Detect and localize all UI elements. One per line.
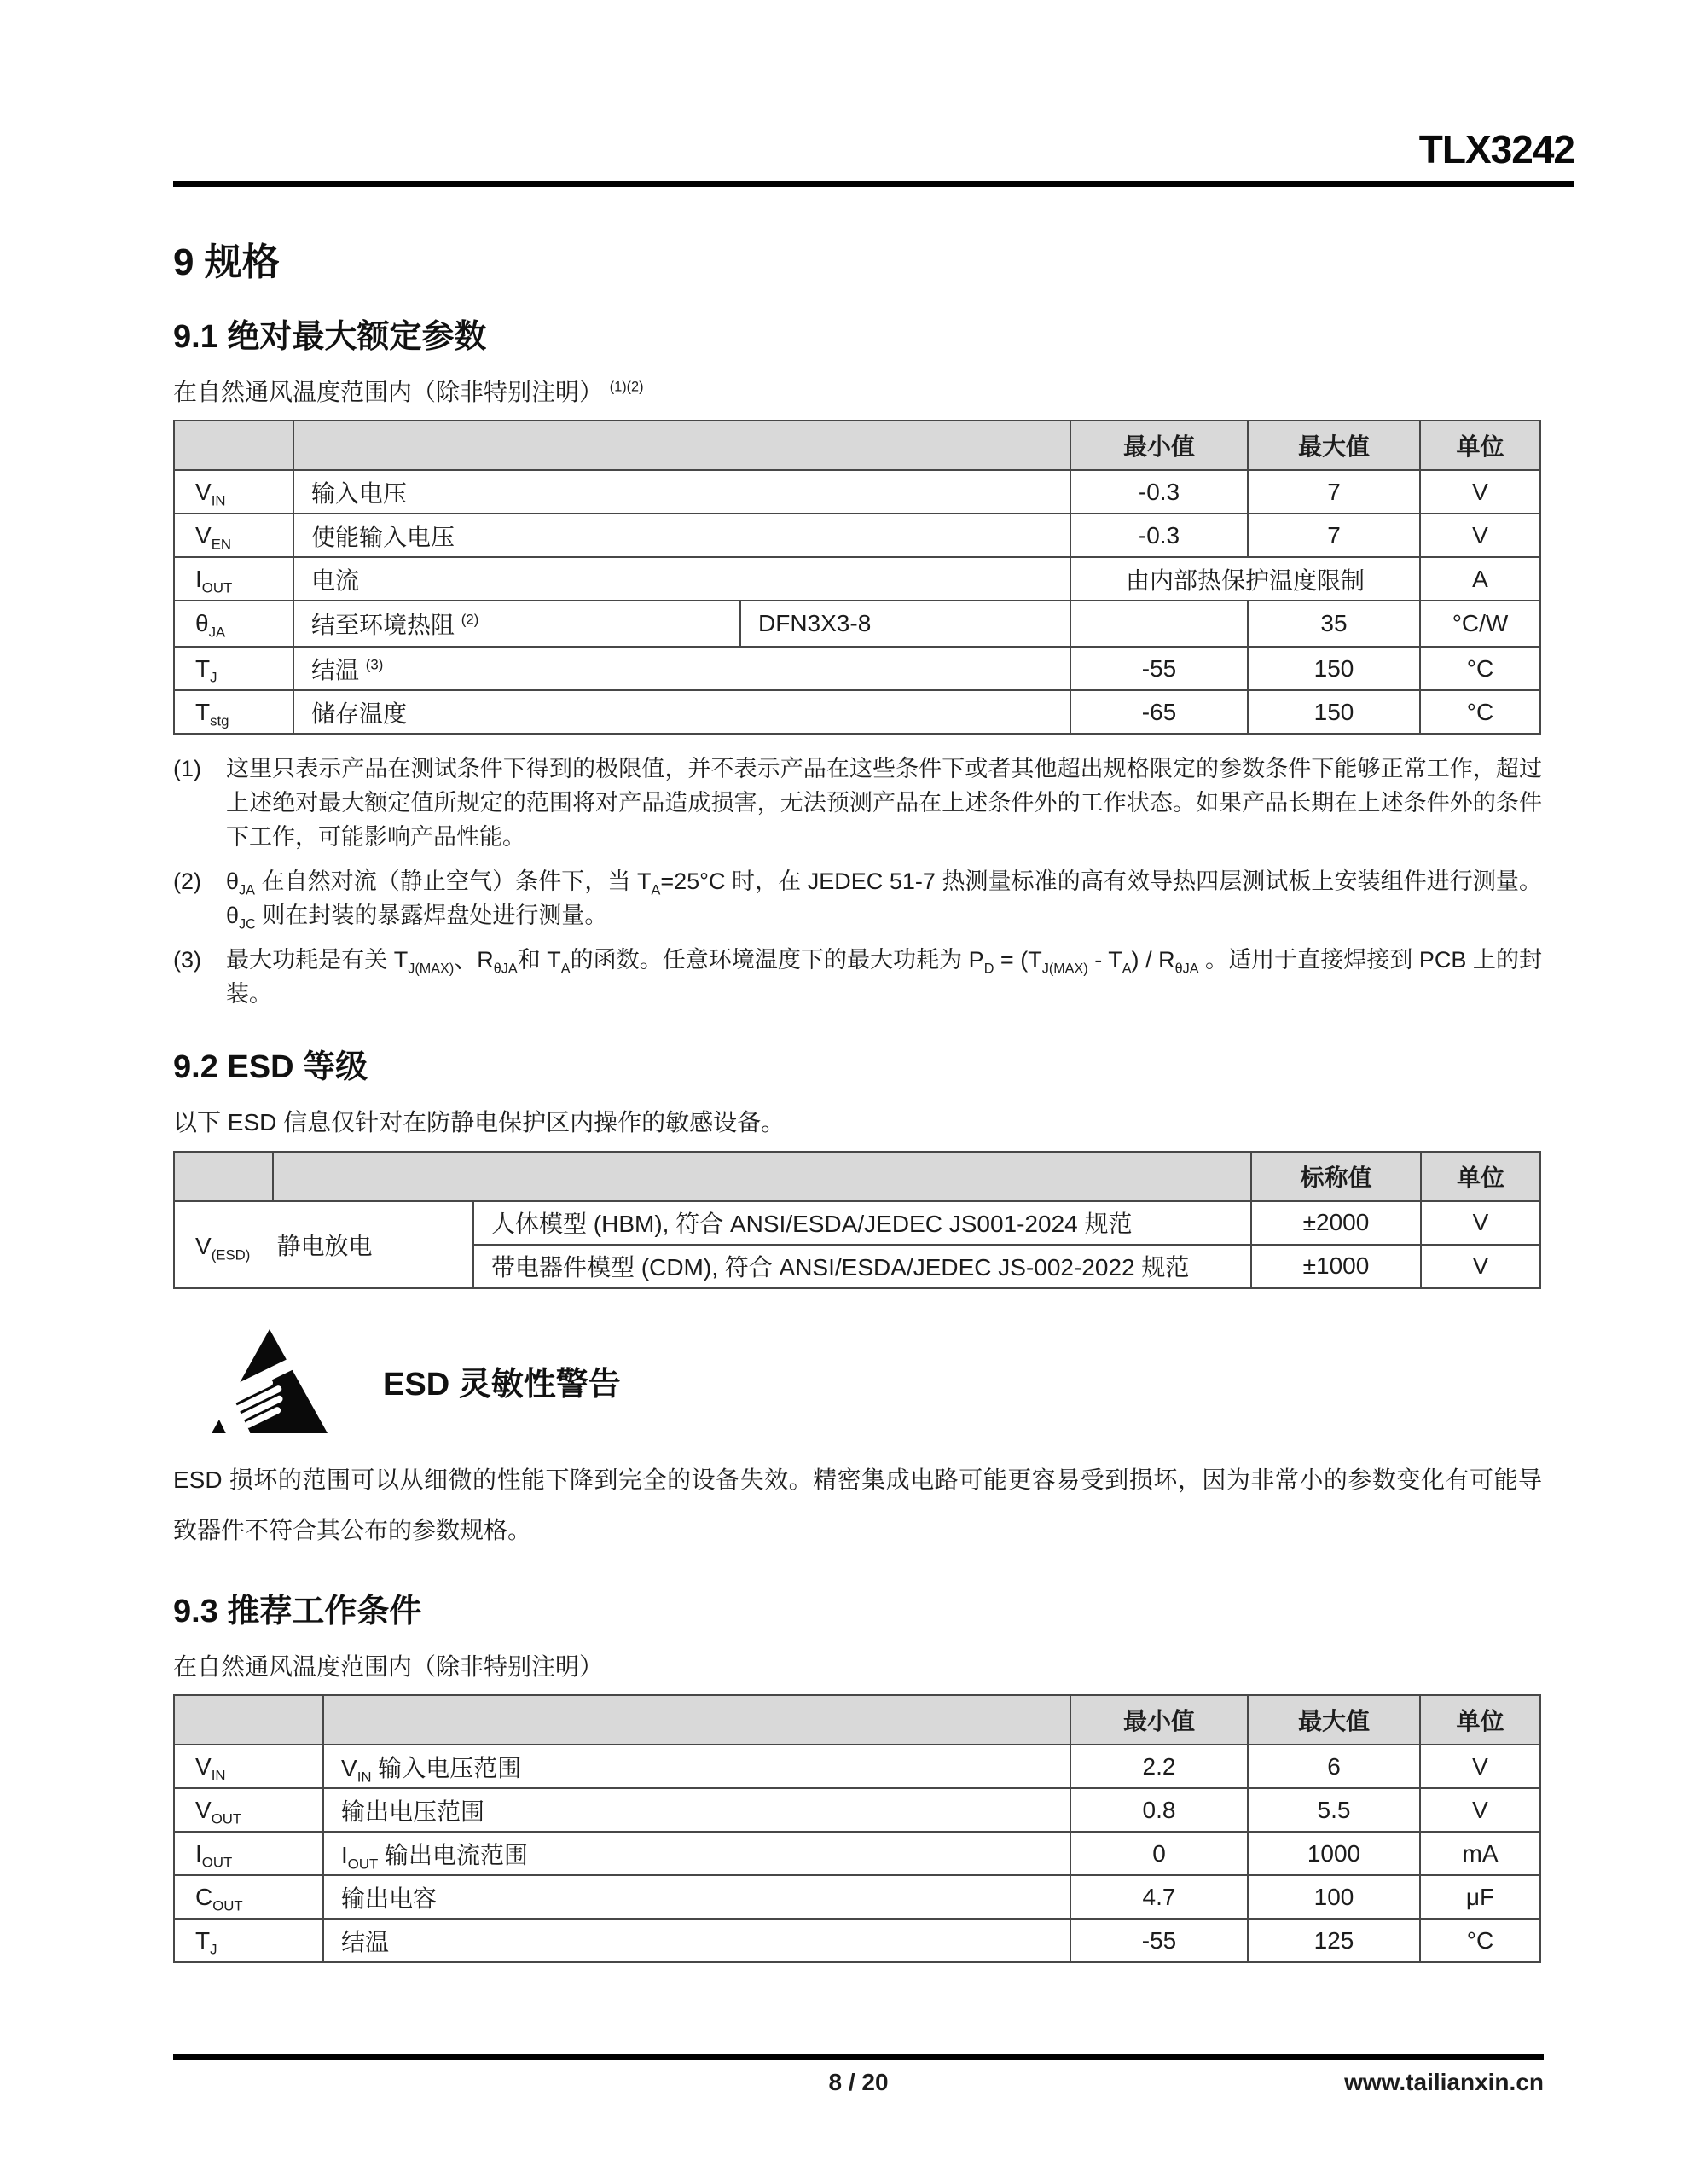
section-title-abs-max-ratings: 9.1 绝对最大额定参数	[173, 319, 487, 355]
table-header-cell	[293, 421, 1070, 470]
table-row	[174, 1745, 1540, 1788]
table-cell: °C	[1420, 1919, 1540, 1962]
table-row	[174, 1832, 1540, 1875]
part-number: TLX3242	[1418, 127, 1574, 171]
table-cell: 结至环境热阻 $^{(2)}$	[293, 601, 740, 647]
table-cell: -0.3	[1070, 514, 1248, 557]
table-cell: 35	[1248, 601, 1420, 647]
esd-warning-label: ESD 灵敏性警告	[383, 1367, 621, 1403]
table-cell: 150	[1248, 690, 1420, 734]
table-cell: ±2000	[1251, 1201, 1421, 1245]
table-cell: V	[1420, 470, 1540, 514]
table-cell: 7	[1248, 514, 1420, 557]
table-cell: 150	[1248, 647, 1420, 690]
table-row	[174, 514, 1540, 557]
table-header-cell: 单位	[1420, 421, 1540, 470]
table-cell	[1070, 601, 1248, 647]
table-row	[174, 1875, 1540, 1919]
table-cell: $V_{IN}$	[174, 470, 293, 514]
table-cell: -55	[1070, 647, 1248, 690]
table-cell: V	[1421, 1245, 1540, 1288]
table-row	[174, 1201, 1540, 1245]
table-cell: 输出电压范围	[323, 1788, 1070, 1832]
table-header-cell	[174, 1695, 323, 1745]
footnote-1	[173, 752, 1542, 854]
table-header-cell: 单位	[1421, 1152, 1540, 1201]
table-header-cell: 最大值	[1248, 421, 1420, 470]
table-cell: 人体模型 (HBM), 符合 ANSI/ESDA/JEDEC JS001-2024 规范	[473, 1201, 1251, 1245]
section-title-esd-ratings: 9.2 ESD 等级	[173, 1049, 368, 1086]
table-cell: ±1000	[1251, 1245, 1421, 1288]
table-header-row	[174, 421, 1540, 470]
table-header-cell	[174, 1152, 273, 1201]
table-cell: 2.2	[1070, 1745, 1248, 1788]
table-cell: $T_{stg}$	[174, 690, 293, 734]
esd-damage-paragraph: ESD 损坏的范围可以从细微的性能下降到完全的设备失效。精密集成电路可能更容易受到损坏，因为非常小的参数变化有可能导致器件不符合其公布的参数规格。	[173, 1466, 1542, 1543]
table-header-cell: 单位	[1420, 1695, 1540, 1745]
table-cell: 由内部热保护温度限制	[1070, 557, 1420, 601]
table-cell: 电流	[293, 557, 1070, 601]
table-row	[174, 470, 1540, 514]
section-title-recommended-conditions: 9.3 推荐工作条件	[173, 1593, 422, 1629]
section-title-specifications: 9 规格	[173, 241, 280, 283]
table-cell: 带电器件模型 (CDM), 符合 ANSI/ESDA/JEDEC JS-002-2022 规范	[473, 1245, 1251, 1288]
footnote-text: 这里只表示产品在测试条件下得到的极限值，并不表示产品在这些条件下或者其他超出规格限定的参数条件下能够正常工作，超过上述绝对最大额定值所规定的范围将对产品造成损害，无法预测产品在上述条件外的工作状态。如果产品长期在上述条件外的条件下工作，可能影响产品性能。	[226, 756, 1542, 851]
table-cell: 结温 $^{(3)}$	[293, 647, 1070, 690]
header-rule	[173, 181, 1574, 187]
table-row	[174, 690, 1540, 734]
table-header-cell: 最小值	[1070, 421, 1248, 470]
esd-intro-text: 以下 ESD 信息仅针对在防静电保护区内操作的敏感设备。	[173, 1109, 786, 1136]
page-number: 8 / 20	[828, 2069, 889, 2095]
table-cell: V	[1421, 1201, 1540, 1245]
table-cell: 输入电压	[293, 470, 1070, 514]
table-cell: $V_{IN}$ 输入电压范围	[323, 1745, 1070, 1788]
table-cell: °C	[1420, 690, 1540, 734]
table-cell: $I_{OUT}$	[174, 1832, 323, 1875]
table-cell: 6	[1248, 1745, 1420, 1788]
website-link[interactable]: www.tailianxin.cn	[1344, 2069, 1544, 2095]
footnote-text: $\theta_{JA}$ 在自然对流（静止空气）条件下，当 $T_A=25^\circ C$ 时，在 JEDEC 51-7 热测量标准的高有效导热四层测试板上安装组件进行测量。$\theta_{JC}$ 则在封装的暴露焊盘处进行测量。	[226, 868, 1542, 932]
footnote-3	[173, 943, 1542, 1011]
table-cell: μF	[1420, 1875, 1540, 1919]
table-cell: -55	[1070, 1919, 1248, 1962]
page-footer	[173, 2054, 1544, 2096]
table-header-cell	[323, 1695, 1070, 1745]
table-header-cell: 最大值	[1248, 1695, 1420, 1745]
table-cell: 125	[1248, 1919, 1420, 1962]
footnote-number: (2)	[173, 868, 201, 895]
table-cell: 5.5	[1248, 1788, 1420, 1832]
table-cell: 0.8	[1070, 1788, 1248, 1832]
esd-warning-banner	[209, 1327, 1542, 1436]
table-cell: 输出电容	[323, 1875, 1070, 1919]
abs-max-intro-text: 在自然通风温度范围内（除非特别注明） $^{(1)(2)}$	[173, 379, 644, 405]
table-header-cell: 标称值	[1251, 1152, 1421, 1201]
table-cell: V	[1420, 514, 1540, 557]
table-cell: -65	[1070, 690, 1248, 734]
table-cell: 使能输入电压	[293, 514, 1070, 557]
table-cell: $V_{EN}$	[174, 514, 293, 557]
table-cell: 100	[1248, 1875, 1420, 1919]
table-cell: mA	[1420, 1832, 1540, 1875]
table-cell: °C	[1420, 647, 1540, 690]
footnote-text: 最大功耗是有关 $T_{J(MAX)}$、$R_{\theta JA}$和 $T_A$的函数。任意环境温度下的最大功耗为 $P_D = (T_{J(MAX)} - T_A) / R_{\theta JA}$ 。适用于直接焊接到 PCB 上的封装。	[226, 947, 1542, 1008]
table-cell: $\theta_{JA}$	[174, 601, 293, 647]
footer-rule	[173, 2054, 1544, 2060]
table-header-cell	[174, 421, 293, 470]
footnote-2	[173, 864, 1542, 932]
table-cell: V	[1420, 1788, 1540, 1832]
recommended-conditions-table	[173, 1694, 1541, 1963]
table-cell: $V_{(ESD)}$ 静电放电	[174, 1201, 473, 1288]
footnote-number: (1)	[173, 756, 201, 782]
table-cell: $V_{IN}$	[174, 1745, 323, 1788]
page-header	[173, 0, 1574, 187]
table-cell: DFN3X3-8	[740, 601, 1070, 647]
table-cell: $T_J$	[174, 1919, 323, 1962]
table-row	[174, 601, 1540, 647]
table-cell: -0.3	[1070, 470, 1248, 514]
table-cell: °C/W	[1420, 601, 1540, 647]
footer-row	[173, 2069, 1544, 2096]
table-row	[174, 1788, 1540, 1832]
footnote-list	[173, 752, 1542, 1011]
table-row	[174, 1919, 1540, 1962]
table-cell: V	[1420, 1745, 1540, 1788]
table-cell: $T_J$	[174, 647, 293, 690]
table-header-row	[174, 1152, 1540, 1201]
page-content	[173, 231, 1542, 1963]
table-cell: A	[1420, 557, 1540, 601]
table-cell: 结温	[323, 1919, 1070, 1962]
table-cell: $I_{OUT}$	[174, 557, 293, 601]
table-cell: 1000	[1248, 1832, 1420, 1875]
esd-warning-icon	[209, 1327, 330, 1436]
recommended-intro-text: 在自然通风温度范围内（除非特别注明）	[173, 1653, 604, 1680]
table-cell: 0	[1070, 1832, 1248, 1875]
table-header-row	[174, 1695, 1540, 1745]
esd-ratings-table	[173, 1151, 1541, 1289]
table-header-cell	[273, 1152, 1251, 1201]
footnote-number: (3)	[173, 947, 201, 973]
table-cell: 7	[1248, 470, 1420, 514]
abs-max-ratings-table	[173, 420, 1541, 735]
table-cell: $I_{OUT}$ 输出电流范围	[323, 1832, 1070, 1875]
table-cell: $V_{OUT}$	[174, 1788, 323, 1832]
table-cell: 4.7	[1070, 1875, 1248, 1919]
table-cell: 储存温度	[293, 690, 1070, 734]
table-row	[174, 557, 1540, 601]
table-row	[174, 647, 1540, 690]
table-cell: $C_{OUT}$	[174, 1875, 323, 1919]
table-header-cell: 最小值	[1070, 1695, 1248, 1745]
